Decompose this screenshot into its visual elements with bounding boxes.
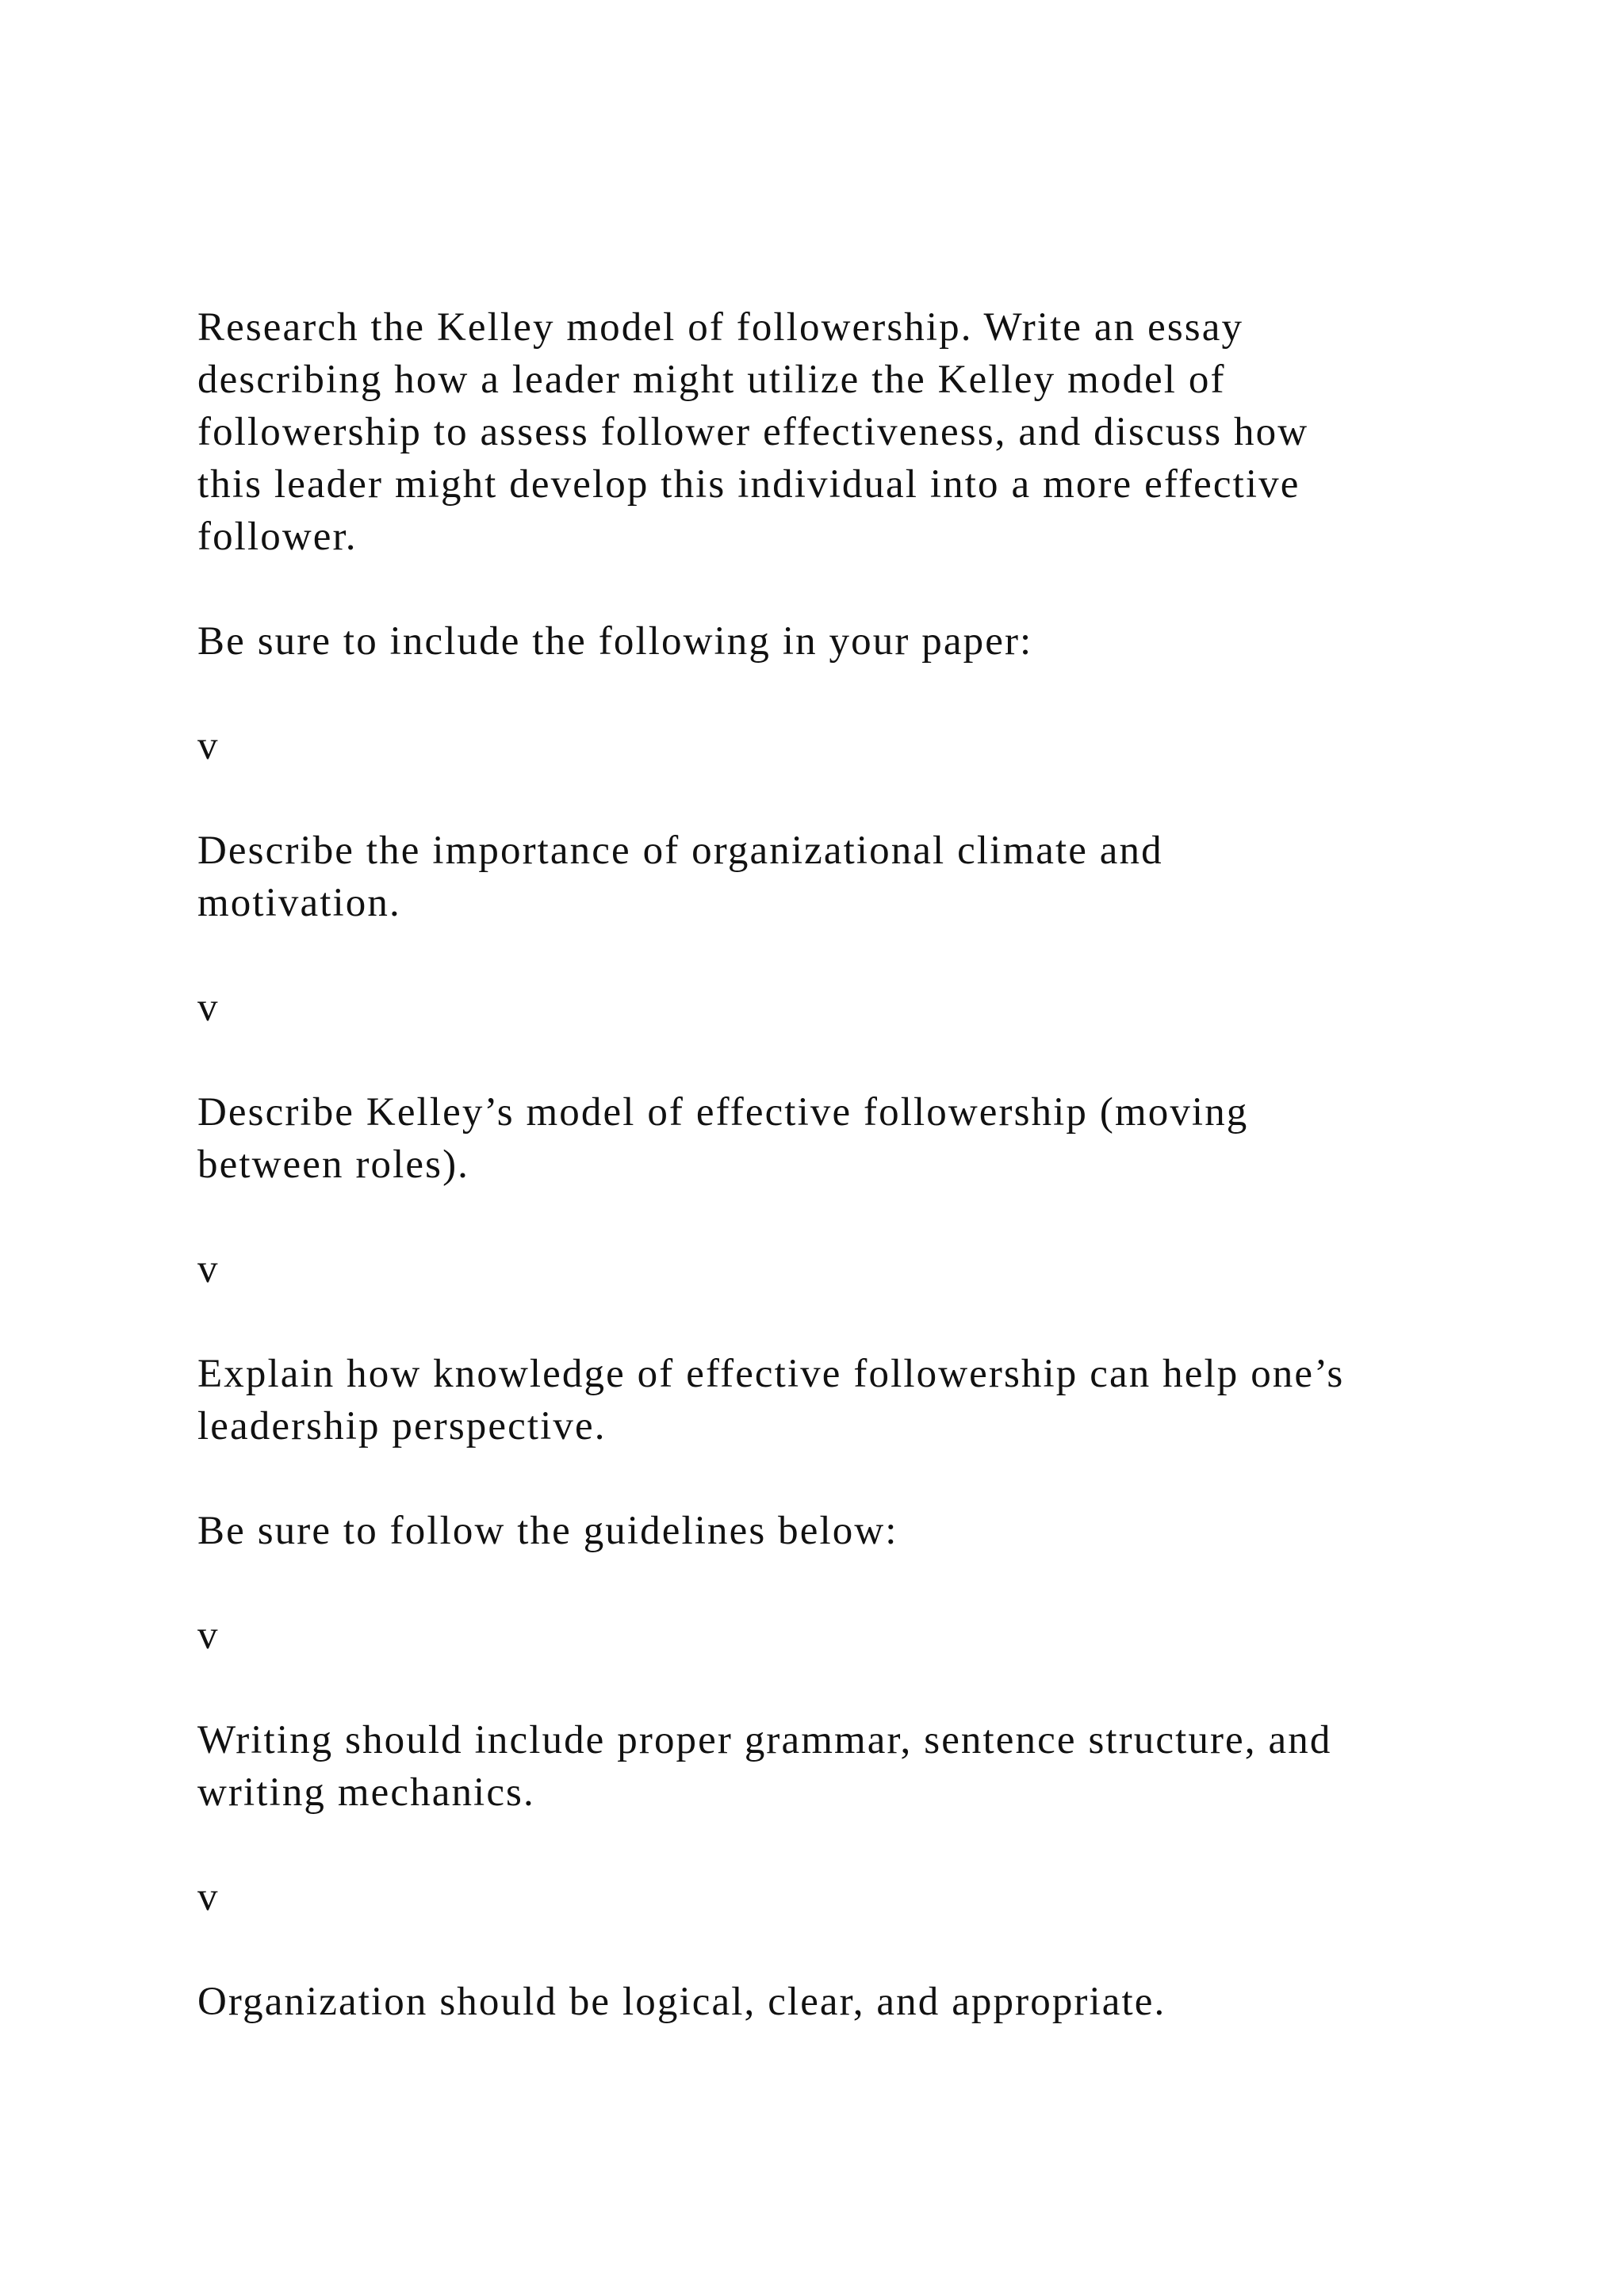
guideline-item-organization: Organization should be logical, clear, and appropriate. — [197, 1980, 1166, 2024]
intro-paragraph: Research the Kelley model of followership. Write an essay describing how a leader might utilize the Kelley model of followership to assess follower effectiveness, and discuss how this leader might develop this individual into a more effective follower. — [197, 305, 1309, 559]
bullet-marker: v — [197, 1875, 220, 1919]
bullet-marker: v — [197, 1613, 220, 1658]
include-heading: Be sure to include the following in your paper: — [197, 619, 1033, 664]
guidelines-heading: Be sure to follow the guidelines below: — [197, 1509, 898, 1553]
bullet-marker: v — [197, 985, 220, 1030]
include-item-leadership-perspective: Explain how knowledge of effective followership can help one’s leadership perspective. — [197, 1352, 1345, 1448]
include-item-climate-motivation: Describe the importance of organizational climate and motivation. — [197, 828, 1163, 925]
guideline-item-writing: Writing should include proper grammar, sentence structure, and writing mechanics. — [197, 1718, 1332, 1815]
bullet-marker: v — [197, 724, 220, 768]
document-body — [197, 301, 1545, 2028]
bullet-marker: v — [197, 1247, 220, 1292]
include-item-kelley-model: Describe Kelley’s model of effective followership (moving between roles). — [197, 1090, 1249, 1187]
